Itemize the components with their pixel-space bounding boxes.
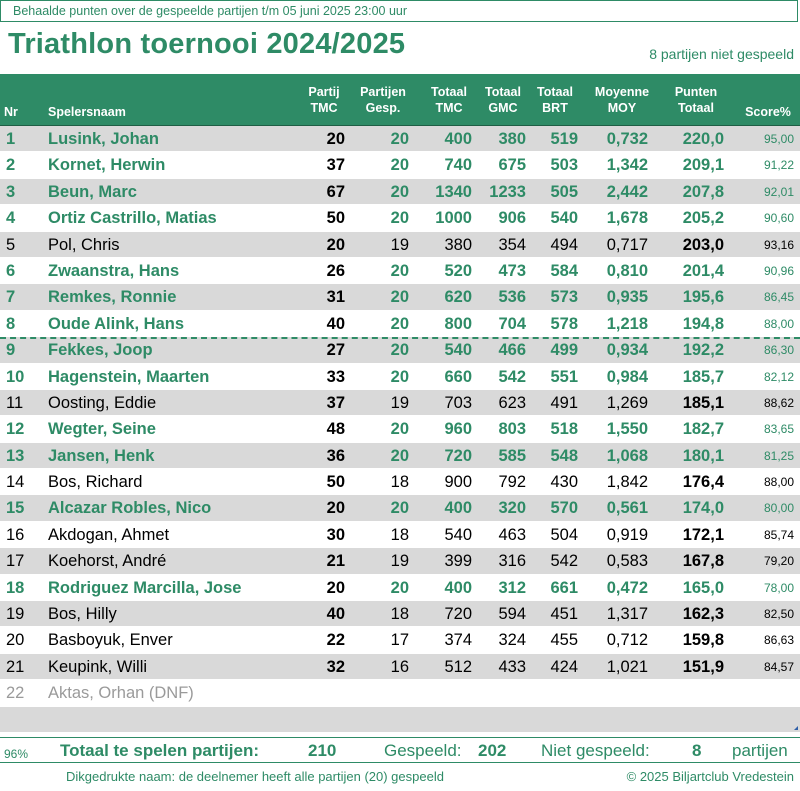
cell-nr: 8 <box>6 314 16 333</box>
cell-moy: 1,269 <box>606 393 648 412</box>
cell-punten: 185,1 <box>682 393 724 412</box>
cell-name: Alcazar Robles, Nico <box>48 499 212 518</box>
cell-brt: 661 <box>550 578 578 597</box>
cell-gmc: 542 <box>498 367 526 386</box>
not-played-note: 8 partijen niet gespeeld <box>649 46 794 62</box>
not-played-label: Niet gespeeld: <box>541 741 650 760</box>
cell-nr: 9 <box>6 341 16 360</box>
cell-tmc: 67 <box>326 182 345 201</box>
cell-score: 90,96 <box>763 263 794 278</box>
cell-ttmc: 540 <box>444 341 472 360</box>
cell-moy: 2,442 <box>606 182 648 201</box>
cell-ttmc: 520 <box>444 261 472 280</box>
footer-note: Dikgedrukte naam: de deelnemer heeft alle partijen (20) gespeeld <box>66 769 444 784</box>
cell-gesp: 17 <box>390 631 409 650</box>
cell-gesp: 16 <box>390 657 409 676</box>
table-row <box>0 258 800 284</box>
cell-brt: 491 <box>550 393 578 412</box>
cell-nr: 15 <box>6 499 25 518</box>
col-gesp: Partijen Gesp. <box>360 85 406 115</box>
cell-tmc: 40 <box>326 314 345 333</box>
cell-nr: 11 <box>6 393 24 412</box>
cell-ttmc: 512 <box>444 657 472 676</box>
cell-gmc: 792 <box>498 473 526 492</box>
cell-ttmc: 720 <box>444 605 472 624</box>
cell-gesp: 20 <box>390 367 409 386</box>
cell-tmc: 36 <box>326 446 345 465</box>
ranking-table <box>0 126 800 733</box>
cell-punten: 203,0 <box>682 235 724 254</box>
cell-moy: 0,732 <box>606 130 648 148</box>
cell-moy: 0,810 <box>606 261 648 280</box>
cell-tmc: 27 <box>326 341 345 360</box>
cell-gesp: 20 <box>390 288 409 307</box>
table-row <box>0 232 800 258</box>
cell-brt: 494 <box>550 235 578 254</box>
cell-score: 93,16 <box>763 237 794 252</box>
cell-ttmc: 399 <box>444 552 472 571</box>
cell-moy: 1,550 <box>606 420 648 439</box>
cell-gmc: 312 <box>498 578 526 597</box>
cell-score: 92,01 <box>763 184 794 199</box>
cell-brt: 505 <box>550 182 578 201</box>
cell-ttmc: 703 <box>444 393 472 412</box>
cell-nr: 13 <box>6 446 25 465</box>
cell-brt: 504 <box>550 525 578 544</box>
cell-moy: 1,218 <box>606 314 648 333</box>
cell-tmc: 22 <box>326 631 345 650</box>
cell-brt: 584 <box>550 261 578 280</box>
cutoff-dashed-line <box>0 337 800 339</box>
cell-ttmc: 380 <box>444 235 472 254</box>
cell-moy: 0,712 <box>606 631 648 650</box>
cell-gmc: 704 <box>498 314 526 333</box>
cell-tmc: 40 <box>326 605 345 624</box>
cell-ttmc: 720 <box>444 446 472 465</box>
cell-nr: 1 <box>6 130 16 148</box>
cell-tmc: 26 <box>326 261 345 280</box>
cell-score: 90,60 <box>763 211 794 226</box>
cell-score: 88,00 <box>763 316 794 331</box>
cell-nr: 3 <box>6 182 16 201</box>
cell-tmc: 30 <box>326 525 345 544</box>
cell-nr: 10 <box>6 367 25 386</box>
cell-name: Keupink, Willi <box>48 657 148 676</box>
cell-brt: 551 <box>550 367 578 386</box>
cell-brt: 570 <box>550 499 578 518</box>
report-timestamp: Behaalde punten over de gespeelde partijen t/m 05 juni 2025 23:00 uur <box>0 0 798 22</box>
cell-punten: 195,6 <box>682 288 724 307</box>
cell-brt: 503 <box>550 156 578 175</box>
cell-moy: 1,678 <box>606 209 648 228</box>
cell-nr: 14 <box>6 473 25 492</box>
cell-moy: 0,472 <box>606 578 648 597</box>
col-name: Spelersnaam <box>48 105 126 119</box>
cell-gesp: 20 <box>390 261 409 280</box>
cell-nr: 12 <box>6 420 25 439</box>
cell-moy: 0,919 <box>606 525 648 544</box>
cell-gesp: 20 <box>390 420 409 439</box>
cell-brt: 519 <box>550 130 578 148</box>
cell-tmc: 20 <box>326 235 345 254</box>
cell-ttmc: 400 <box>444 499 472 518</box>
cell-score: 82,12 <box>763 369 794 384</box>
cell-gesp: 18 <box>390 473 409 492</box>
cell-gesp: 20 <box>390 314 409 333</box>
table-row <box>0 416 800 442</box>
cell-score: 88,62 <box>763 395 794 410</box>
cell-nr: 19 <box>6 605 25 624</box>
table-row <box>0 469 800 495</box>
cell-punten: 167,8 <box>682 552 724 571</box>
cell-name: Remkes, Ronnie <box>48 288 177 307</box>
col-score: Score% <box>745 105 791 119</box>
col-total-tmc: Totaal TMC <box>431 85 467 115</box>
col-total-gmc: Totaal GMC <box>485 85 521 115</box>
table-header <box>0 74 800 126</box>
cell-gesp: 20 <box>390 578 409 597</box>
cell-gmc: 906 <box>498 209 526 228</box>
cell-gmc: 466 <box>498 341 526 360</box>
cell-ttmc: 800 <box>444 314 472 333</box>
table-row <box>0 311 800 337</box>
cell-brt: 578 <box>550 314 578 333</box>
cell-score: 95,00 <box>763 132 794 146</box>
cell-name: Aktas, Orhan (DNF) <box>48 684 194 703</box>
cell-moy: 0,934 <box>606 341 648 360</box>
cell-tmc: 20 <box>326 130 345 148</box>
cell-brt: 542 <box>550 552 578 571</box>
cell-name: Ortiz Castrillo, Matias <box>48 209 217 228</box>
table-row <box>0 627 800 653</box>
cell-ttmc: 400 <box>444 130 472 148</box>
cell-score: 81,25 <box>763 448 794 463</box>
cell-punten: 162,3 <box>682 605 724 624</box>
cell-gesp: 20 <box>390 130 409 148</box>
cell-score: 86,45 <box>763 290 794 305</box>
total-value: 210 <box>308 741 337 760</box>
table-row <box>0 179 800 205</box>
cell-tmc: 50 <box>326 473 345 492</box>
cell-score: 86,30 <box>763 343 794 358</box>
cell-name: Beun, Marc <box>48 182 137 201</box>
cell-brt: 540 <box>550 209 578 228</box>
cell-punten: 209,1 <box>682 156 724 175</box>
cell-name: Rodriguez Marcilla, Jose <box>48 578 242 597</box>
table-row <box>0 654 800 680</box>
cell-gmc: 536 <box>498 288 526 307</box>
cell-name: Koehorst, André <box>48 552 167 571</box>
cell-ttmc: 400 <box>444 578 472 597</box>
cell-punten: 194,8 <box>682 314 724 333</box>
table-row <box>0 601 800 627</box>
cell-ttmc: 660 <box>444 367 472 386</box>
cell-moy: 0,935 <box>606 288 648 307</box>
cell-tmc: 21 <box>326 552 345 571</box>
cell-gmc: 463 <box>498 525 526 544</box>
cell-ttmc: 960 <box>444 420 472 439</box>
cell-gesp: 20 <box>390 209 409 228</box>
cell-tmc: 37 <box>326 393 345 412</box>
cell-punten: 207,8 <box>682 182 724 201</box>
cell-brt: 548 <box>550 446 578 465</box>
table-row <box>0 548 800 574</box>
cell-nr: 20 <box>6 631 25 650</box>
cell-name: Bos, Hilly <box>48 605 117 624</box>
cell-moy: 1,021 <box>606 657 648 676</box>
cell-gesp: 20 <box>390 446 409 465</box>
cell-name: Kornet, Herwin <box>48 156 166 175</box>
cell-name: Fekkes, Joop <box>48 341 153 360</box>
played-label: Gespeeld: <box>384 741 462 760</box>
cell-score: 83,65 <box>763 422 794 437</box>
cell-name: Jansen, Henk <box>48 446 155 465</box>
cell-score: 78,00 <box>763 580 794 595</box>
table-row <box>0 205 800 231</box>
table-row <box>0 284 800 310</box>
table-row <box>0 126 800 152</box>
cell-name: Lusink, Johan <box>48 130 159 148</box>
table-row <box>0 495 800 521</box>
cell-name: Oude Alink, Hans <box>48 314 184 333</box>
cell-brt: 424 <box>550 657 578 676</box>
cell-tmc: 48 <box>326 420 345 439</box>
cell-score: 86,63 <box>763 633 794 648</box>
footer <box>0 766 800 788</box>
cell-tmc: 50 <box>326 209 345 228</box>
summary-bar <box>0 737 800 763</box>
cell-gesp: 20 <box>390 182 409 201</box>
cell-name: Akdogan, Ahmet <box>48 525 170 544</box>
cell-gmc: 473 <box>498 261 526 280</box>
cell-gmc: 316 <box>498 552 526 571</box>
table-row <box>0 152 800 178</box>
cell-ttmc: 540 <box>444 525 472 544</box>
cell-ttmc: 1340 <box>435 182 472 201</box>
col-nr: Nr <box>4 105 18 119</box>
cell-punten: 201,4 <box>682 261 724 280</box>
cell-moy: 0,561 <box>606 499 648 518</box>
cell-name: Zwaanstra, Hans <box>48 261 180 280</box>
cell-nr: 7 <box>6 288 16 307</box>
cell-gmc: 380 <box>498 130 526 148</box>
cell-moy: 0,717 <box>606 235 648 254</box>
cell-score: 79,20 <box>763 554 794 569</box>
cell-gmc: 803 <box>498 420 526 439</box>
cell-score: 80,00 <box>763 501 794 516</box>
cell-gesp: 19 <box>390 235 409 254</box>
cell-nr: 21 <box>6 657 25 676</box>
cell-nr: 17 <box>6 552 25 571</box>
col-tmc: Partij TMC <box>308 85 340 115</box>
cell-punten: 220,0 <box>682 130 724 148</box>
cell-moy: 1,317 <box>606 605 648 624</box>
cell-name: Pol, Chris <box>48 235 120 254</box>
cell-nr: 22 <box>6 684 25 703</box>
page-title: Triathlon toernooi 2024/2025 <box>8 28 406 60</box>
cell-score: 84,57 <box>763 659 794 674</box>
table-filler-row <box>0 707 800 733</box>
cell-score: 88,00 <box>763 475 794 490</box>
cell-ttmc: 1000 <box>435 209 472 228</box>
copyright: © 2025 Biljartclub Vredestein <box>626 769 794 784</box>
cell-gesp: 18 <box>390 605 409 624</box>
table-row <box>0 575 800 601</box>
cell-gmc: 594 <box>498 605 526 624</box>
cell-name: Basboyuk, Enver <box>48 631 173 650</box>
cell-name: Wegter, Seine <box>48 420 156 439</box>
cell-gmc: 623 <box>498 393 526 412</box>
cell-gmc: 433 <box>498 657 526 676</box>
cell-punten: 182,7 <box>682 420 724 439</box>
not-played-value: 8 <box>692 741 702 760</box>
cell-moy: 0,984 <box>606 367 648 386</box>
resize-corner-icon <box>794 726 798 730</box>
cell-gmc: 354 <box>498 235 526 254</box>
total-label: Totaal te spelen partijen: <box>60 741 260 760</box>
table-row <box>0 390 800 416</box>
cell-punten: 185,7 <box>682 367 724 386</box>
cell-nr: 16 <box>6 525 25 544</box>
table-row <box>0 364 800 390</box>
unit-label: partijen <box>732 741 788 760</box>
completion-percent: 96% <box>4 747 29 761</box>
cell-ttmc: 740 <box>444 156 472 175</box>
cell-nr: 4 <box>6 209 16 228</box>
cell-gesp: 20 <box>390 341 409 360</box>
cell-tmc: 33 <box>326 367 345 386</box>
cell-nr: 5 <box>6 235 16 254</box>
cell-tmc: 20 <box>326 578 345 597</box>
cell-punten: 174,0 <box>682 499 724 518</box>
cell-ttmc: 374 <box>444 631 472 650</box>
cell-score: 82,50 <box>763 607 794 622</box>
cell-brt: 430 <box>550 473 578 492</box>
cell-punten: 180,1 <box>682 446 724 465</box>
cell-punten: 159,8 <box>682 631 724 650</box>
cell-punten: 205,2 <box>682 209 724 228</box>
cell-tmc: 32 <box>326 657 345 676</box>
cell-brt: 518 <box>550 420 578 439</box>
cell-score: 91,22 <box>763 158 794 173</box>
cell-nr: 6 <box>6 261 16 280</box>
cell-gmc: 324 <box>498 631 526 650</box>
cell-gmc: 320 <box>498 499 526 518</box>
cell-moy: 1,842 <box>606 473 648 492</box>
cell-nr: 2 <box>6 156 16 175</box>
cell-punten: 176,4 <box>682 473 724 492</box>
cell-gmc: 1233 <box>489 182 526 201</box>
cell-punten: 192,2 <box>682 341 724 360</box>
cell-punten: 172,1 <box>682 525 724 544</box>
cell-gesp: 20 <box>390 499 409 518</box>
cell-gesp: 19 <box>390 393 409 412</box>
cell-brt: 573 <box>550 288 578 307</box>
cell-moy: 0,583 <box>606 552 648 571</box>
cell-brt: 499 <box>550 341 578 360</box>
cell-name: Bos, Richard <box>48 473 143 492</box>
cell-name: Oosting, Eddie <box>48 393 157 412</box>
table-row-dnf <box>0 680 800 706</box>
cell-brt: 455 <box>550 631 578 650</box>
col-punten: Punten Totaal <box>674 85 718 115</box>
cell-gmc: 585 <box>498 446 526 465</box>
cell-punten: 165,0 <box>682 578 724 597</box>
col-moyenne: Moyenne MOY <box>594 85 650 115</box>
table-row <box>0 337 800 363</box>
cell-punten: 151,9 <box>682 657 724 676</box>
cell-gesp: 19 <box>390 552 409 571</box>
cell-score: 85,74 <box>763 527 794 542</box>
cell-ttmc: 620 <box>444 288 472 307</box>
table-row <box>0 522 800 548</box>
cell-gesp: 20 <box>390 156 409 175</box>
cell-tmc: 20 <box>326 499 345 518</box>
cell-moy: 1,342 <box>606 156 648 175</box>
cell-gesp: 18 <box>390 525 409 544</box>
col-total-brt: Totaal BRT <box>537 85 573 115</box>
cell-tmc: 31 <box>326 288 345 307</box>
cell-nr: 18 <box>6 578 25 597</box>
cell-name: Hagenstein, Maarten <box>48 367 210 386</box>
cell-gmc: 675 <box>498 156 526 175</box>
cell-tmc: 37 <box>326 156 345 175</box>
cell-ttmc: 900 <box>444 473 472 492</box>
cell-moy: 1,068 <box>606 446 648 465</box>
table-row <box>0 443 800 469</box>
cell-brt: 451 <box>550 605 578 624</box>
played-value: 202 <box>478 741 507 760</box>
